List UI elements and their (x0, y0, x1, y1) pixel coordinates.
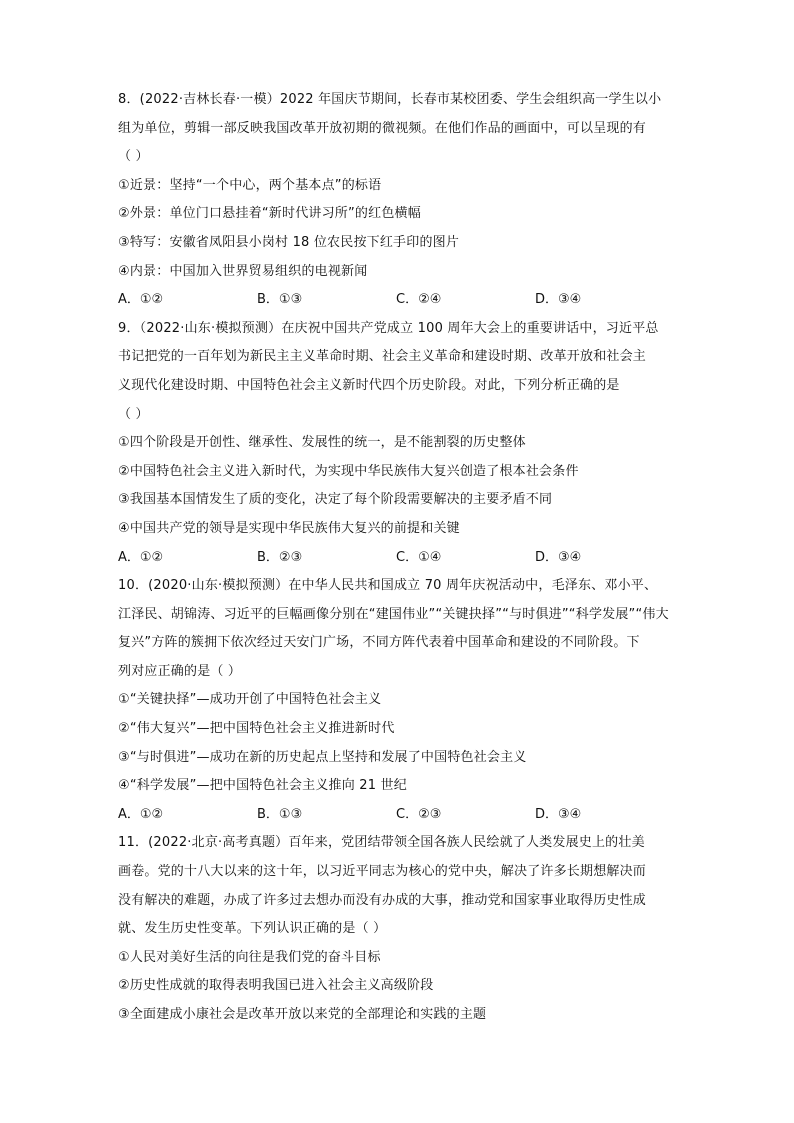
option-d: D．③④ (535, 292, 582, 308)
statement-item: ①近景：坚持“一个中心，两个基本点”的标语 (118, 177, 382, 193)
question-stem-line: 就、发生历史性变革。下列认识正确的是（ ） (118, 921, 387, 937)
question-8 (118, 86, 678, 315)
question-stem-line: （ ） (118, 406, 149, 422)
option-d: D．③④ (535, 806, 582, 822)
option-b: B．①③ (257, 292, 303, 308)
question-stem-line: （ ） (118, 149, 149, 165)
question-11 (118, 829, 678, 1029)
statement-item: ②外景：单位门口悬挂着“新时代讲习所”的红色横幅 (118, 206, 421, 222)
question-stem-line: 画卷。党的十八大以来的这十年，以习近平同志为核心的党中央，解决了许多长期想解决而 (118, 864, 647, 880)
statement-item: ③我国基本国情发生了质的变化，决定了每个阶段需要解决的主要矛盾不同 (118, 492, 553, 508)
statement-item: ④内景：中国加入世界贸易组织的电视新闻 (118, 263, 368, 279)
question-stem-line: 组为单位，剪辑一部反映我国改革开放初期的微视频。在他们作品的画面中，可以呈现的有 (118, 120, 647, 136)
option-c: C．①④ (396, 549, 442, 565)
statement-item: ②历史性成就的取得表明我国已进入社会主义高级阶段 (118, 978, 434, 994)
option-b: B．①③ (257, 806, 303, 822)
question-stem-line: 列对应正确的是（ ） (118, 663, 242, 679)
statement-item: ④“科学发展”—把中国特色社会主义推向 21 世纪 (118, 778, 407, 794)
statement-item: ④中国共产党的领导是实现中华民族伟大复兴的前提和关键 (118, 520, 460, 536)
question-stem-line: 9．（2022·山东·模拟预测）在庆祝中国共产党成立 100 周年大会上的重要讲话中，习近平总 (118, 320, 659, 336)
statement-item: ②“伟大复兴”—把中国特色社会主义推进新时代 (118, 721, 395, 737)
statement-item: ③全面建成小康社会是改革开放以来党的全部理论和实践的主题 (118, 1007, 487, 1022)
statement-item: ①“关键抉择”—成功开创了中国特色社会主义 (118, 692, 382, 708)
option-c: C．②③ (396, 806, 442, 822)
option-c: C．②④ (396, 292, 442, 308)
option-a: A．①② (118, 806, 164, 822)
answer-options (118, 801, 678, 830)
statement-item: ②中国特色社会主义进入新时代，为实现中华民族伟大复兴创造了根本社会条件 (118, 463, 579, 479)
statement-item: ③特写：安徽省凤阳县小岗村 18 位农民按下红手印的图片 (118, 234, 460, 250)
option-b: B．②③ (257, 549, 303, 565)
answer-options (118, 544, 678, 573)
answer-options (118, 286, 678, 315)
option-d: D．③④ (535, 549, 582, 565)
question-stem-line: 没有解决的难题，办成了许多过去想办而没有办成的大事，推动党和国家事业取得历史性成 (118, 892, 647, 908)
option-a: A．①② (118, 549, 164, 565)
question-stem-line: 复兴”方阵的簇拥下依次经过天安门广场，不同方阵代表着中国革命和建设的不同阶段。下 (118, 635, 640, 651)
question-stem-line: 江泽民、胡锦涛、习近平的巨幅画像分别在“建国伟业”“关键抉择”“与时俱进”“科学发展”“伟大 (118, 606, 669, 622)
statement-item: ③“与时俱进”—成功在新的历史起点上坚持和发展了中国特色社会主义 (118, 749, 527, 765)
document-body (118, 86, 678, 1030)
option-a: A．①② (118, 292, 164, 308)
statement-item: ①四个阶段是开创性、继承性、发展性的统一，是不能割裂的历史整体 (118, 435, 526, 451)
question-9 (118, 315, 678, 572)
question-10 (118, 572, 678, 829)
statement-item: ①人民对美好生活的向往是我们党的奋斗目标 (118, 949, 381, 965)
question-stem-line: 义现代化建设时期、中国特色社会主义新时代四个历史阶段。对此，下列分析正确的是 (118, 377, 620, 393)
question-stem-line: 11．(2022·北京·高考真题）百年来，党团结带领全国各族人民绘就了人类发展史上的壮美 (118, 835, 645, 851)
question-stem-line: 10．(2020·山东·模拟预测）在中华人民共和国成立 70 周年庆祝活动中，毛泽东、邓小平、 (118, 578, 658, 594)
question-stem-line: 书记把党的一百年划为新民主主义革命时期、社会主义革命和建设时期、改革开放和社会主 (118, 349, 647, 365)
question-stem-line: 8．(2022·吉林长春·一模）2022 年国庆节期间，长春市某校团委、学生会组织高一学生以小 (118, 92, 662, 107)
